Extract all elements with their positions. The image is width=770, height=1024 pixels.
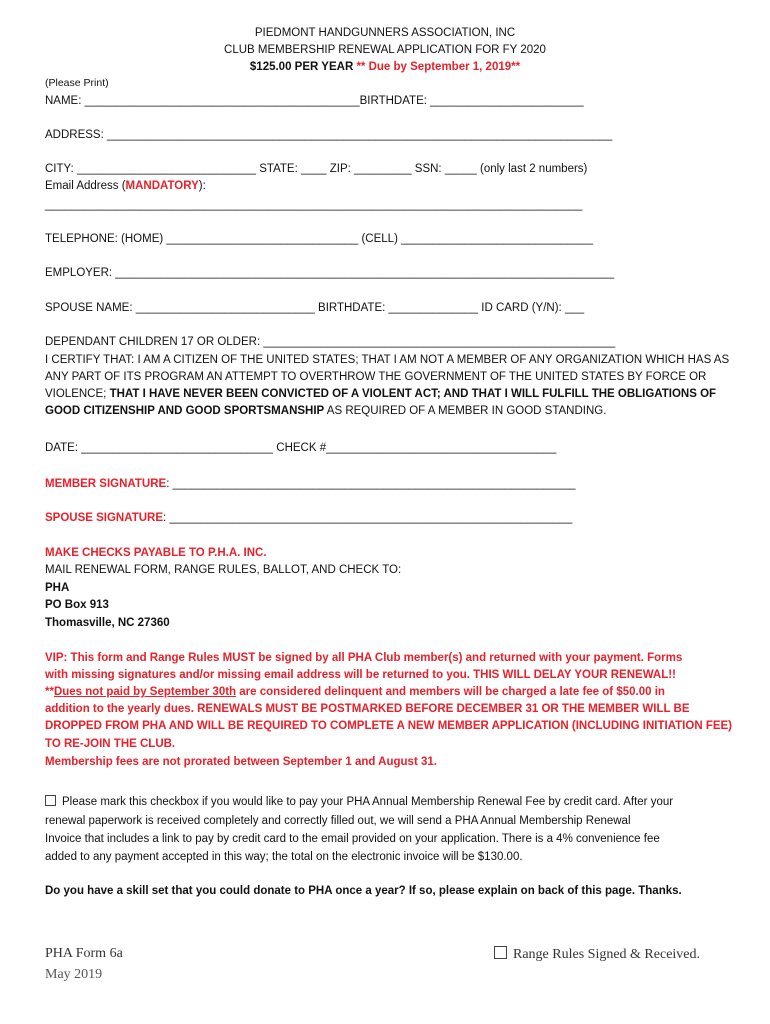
spouse-signature-line[interactable]: : _______________________________________________________________ <box>163 512 573 524</box>
form-number: PHA Form 6a <box>45 946 123 961</box>
mail-instructions: MAIL RENEWAL FORM, RANGE RULES, BALLOT, AND CHECK TO: <box>45 564 402 576</box>
form-title: CLUB MEMBERSHIP RENEWAL APPLICATION FOR FY 2020 <box>224 44 546 56</box>
certify-line-2: ANY PART OF ITS PROGRAM AN ATTEMPT TO OVERTHROW THE GOVERNMENT OF THE UNITED STATES BY FORCE OR <box>45 371 707 383</box>
spouse-signature-field[interactable] <box>45 511 572 526</box>
certify-line-1: I CERTIFY THAT: I AM A CITIZEN OF THE UNITED STATES; THAT I AM NOT A MEMBER OF ANY ORGANIZATION WHICH HAS AS <box>45 354 730 366</box>
telephone-field[interactable]: TELEPHONE: (HOME) ______________________________ (CELL) ______________________________ <box>45 233 593 245</box>
vip-line-3-rest: are considered delinquent and members will be charged a late fee of $50.00 in <box>236 686 665 698</box>
fee-line <box>0 60 770 75</box>
vip-line-1: VIP: This form and Range Rules MUST be signed by all PHA Club member(s) and returned with your payment. Forms <box>45 652 683 664</box>
credit-line-2: renewal paperwork is received completely and correctly filled out, we will send a PHA Annual Membership Renewal <box>45 815 631 827</box>
member-signature-label: MEMBER SIGNATURE <box>45 478 167 490</box>
certify-line-3b: THAT I HAVE NEVER BEEN CONVICTED OF A VIOLENT ACT; AND THAT I WILL FULFILL THE OBLIGATIONS OF <box>109 388 717 400</box>
vip-line-3-underlined: Dues not paid by September 30th <box>53 686 237 698</box>
org-name: PIEDMONT HANDGUNNERS ASSOCIATION, INC <box>254 27 516 39</box>
vip-line-3-prefix: ** <box>45 686 54 698</box>
employer-field[interactable]: EMPLOYER: ______________________________________________________________________________ <box>45 267 615 279</box>
vip-line-6: TO RE-JOIN THE CLUB. <box>45 738 176 750</box>
mail-address-line-2: PO Box 913 <box>45 599 109 611</box>
dependants-field[interactable]: DEPENDANT CHILDREN 17 OR OLDER: _______________________________________________________ <box>45 336 616 348</box>
vip-line-4: addition to the yearly dues. RENEWALS MUST BE POSTMARKED BEFORE DECEMBER 31 OR THE MEMBER WILL BE <box>45 703 690 715</box>
range-rules-item <box>494 946 700 962</box>
mail-address-line-3: Thomasville, NC 27360 <box>45 617 170 629</box>
email-label-close: ): <box>198 180 206 192</box>
please-print-note: (Please Print) <box>45 77 109 89</box>
range-rules-checkbox[interactable] <box>494 946 507 959</box>
spouse-signature-label: SPOUSE SIGNATURE <box>45 512 163 524</box>
certify-line-4b: AS REQUIRED OF A MEMBER IN GOOD STANDING. <box>324 405 607 417</box>
spouse-field[interactable]: SPOUSE NAME: ____________________________ BIRTHDATE: ______________ ID CARD (Y/N): ___ <box>45 302 585 314</box>
vip-line-7: Membership fees are not prorated between September 1 and August 31. <box>45 756 437 768</box>
credit-line-1 <box>45 795 673 810</box>
form-date: May 2019 <box>45 967 103 982</box>
certify-line-4 <box>45 404 606 419</box>
vip-line-3 <box>45 685 665 700</box>
mail-address-line-1: PHA <box>45 582 70 594</box>
due-date: ** Due by September 1, 2019** <box>356 61 521 73</box>
certify-line-3 <box>45 387 716 402</box>
credit-line-1-text: Please mark this checkbox if you would like to pay your PHA Annual Membership Renewal Fee by credit card. After your <box>62 796 674 808</box>
vip-line-2: with missing signatures and/or missing email address will be returned to you. THIS WILL DELAY YOUR RENEWAL!! <box>45 669 676 681</box>
email-field[interactable]: ____________________________________________________________________________________ <box>45 199 583 211</box>
credit-line-4: added to any payment accepted in this way; the total on the electronic invoice will be $130.00. <box>45 851 523 863</box>
address-field[interactable]: ADDRESS: _______________________________________________________________________________ <box>45 129 613 141</box>
certify-line-4a: GOOD CITIZENSHIP AND GOOD SPORTSMANSHIP <box>45 405 325 417</box>
member-signature-field[interactable] <box>45 477 576 492</box>
credit-line-3: Invoice that includes a link to pay by credit card to the email provided on your application. There is a 4% convenience fee <box>45 833 660 845</box>
fee-amount: $125.00 PER YEAR <box>249 61 357 73</box>
email-label <box>45 179 206 194</box>
city-state-zip-ssn-field[interactable]: CITY: ____________________________ STATE: ____ ZIP: _________ SSN: _____ (only last 2 numbers) <box>45 163 588 175</box>
name-birthdate-field[interactable]: NAME: ___________________________________________BIRTHDATE: ________________________ <box>45 95 584 107</box>
skill-question: Do you have a skill set that you could donate to PHA once a year? If so, please explain on back of this page. Thanks. <box>45 885 682 897</box>
range-rules-label: Range Rules Signed & Received. <box>513 947 701 962</box>
date-check-field[interactable]: DATE: ______________________________ CHECK #____________________________________ <box>45 442 557 454</box>
credit-card-checkbox[interactable] <box>45 795 56 806</box>
email-mandatory: MANDATORY <box>125 180 199 192</box>
certify-line-3a: VIOLENCE; <box>45 388 110 400</box>
payable-note: MAKE CHECKS PAYABLE TO P.H.A. INC. <box>45 547 267 559</box>
member-signature-line[interactable]: : _______________________________________________________________ <box>166 478 576 490</box>
email-label-text: Email Address ( <box>45 180 126 192</box>
vip-line-5: DROPPED FROM PHA AND WILL BE REQUIRED TO COMPLETE A NEW MEMBER APPLICATION (INCLUDING INITIATION FEE) <box>45 720 733 732</box>
